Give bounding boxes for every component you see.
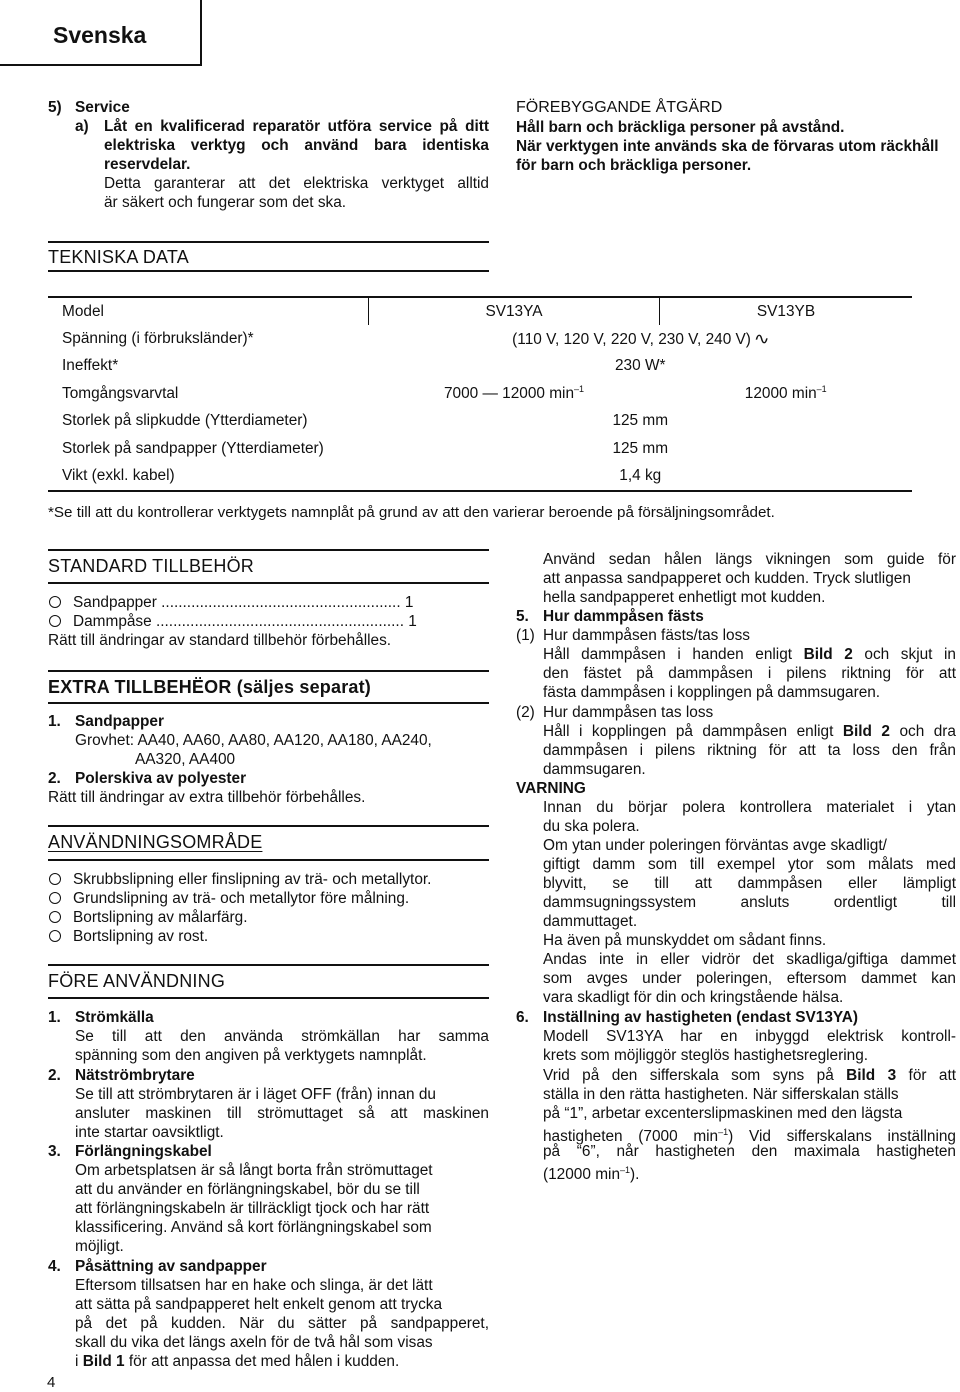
speed-a-text: 7000 — 12000 min [443,385,575,403]
right-line [543,1066,956,1085]
sub-step-title: Hur dammpåsen fästs/tas loss [543,627,750,644]
warning-line: blyvitt, se till att dammpåsen eller lämpligt [543,875,956,892]
right-line: på “1”, arbetar excenterslipmaskinen med den lägsta [543,1105,903,1122]
right-line [543,1161,639,1184]
step-title: Inställning av hastigheten (endast SV13YA) [543,1009,859,1026]
text-run: ) Vid sifferskalans inställning [728,1128,956,1145]
circle-bullet-icon [49,873,61,885]
circle-bullet-icon [49,596,61,608]
speed-value-b [660,380,913,408]
figure-ref: Bild 2 [803,646,853,663]
step-number: 1. [48,1009,61,1026]
step-line: på det på kudden. När du sätter på sandpapperet, [75,1315,489,1332]
prevention-line: Håll barn och bräckliga personer på avstånd. [516,119,845,136]
extra-acc-heading: EXTRA TILLBEHËOR (säljes separat) [48,677,372,697]
list-item [48,927,208,946]
service-bold-line: Låt en kvalificerad reparatör utföra service på ditt [104,118,489,135]
sub-step-number: (1) [516,627,535,644]
speed-b-text: 12000 min [744,385,817,403]
right-line: att anpassa sandpapperet och kudden. Tryck slutligen [543,570,911,587]
prevention-line: När verktygen inte används ska de förvaras utom räckhåll [516,138,939,155]
circle-bullet-icon [49,615,61,627]
list-item [48,870,431,889]
spec-label: Storlek på sandpapper (Ytterdiameter) [62,439,324,457]
warning-line: Om ytan under poleringen förväntas avge skadligt/ [543,837,887,854]
table-footnote: *Se till att du kontrollerar verktygets namnplåt på grund av att den varierar beroende på försäljningsområdet. [48,504,775,521]
step-number: 3. [48,1143,61,1160]
spec-label: Ineffekt* [62,357,119,375]
section-rule [48,582,489,584]
table-row [48,353,912,381]
list-item [48,889,409,908]
list-item-text: Bortslipning av målarfärg. [73,909,248,926]
list-item-text: Skrubbslipning eller finslipning av trä- och metallytor. [73,871,432,888]
speed-value-a [369,380,660,408]
right-line: Använd sedan hålen längs vikningen som guide för [543,551,956,568]
step-line: ansluter maskinen till strömuttaget så att maskinen [75,1105,489,1122]
standard-acc-heading: STANDARD TILLBEHÖR [48,556,254,576]
standard-acc-note: Rätt till ändringar av standard tillbehör förbehålles. [48,632,392,649]
extra-item-title: Sandpapper [75,713,164,730]
exponent: –1 [574,384,585,395]
right-line: på “6”, når hastigheten den maximala hastigheten [543,1143,956,1160]
right-line: ställa in den rätta hastigheten. När sifferskalan ställs [543,1086,899,1103]
table-row [48,463,912,492]
service-title: Service [75,99,130,116]
section-rule [48,702,489,704]
spec-label: Tomgångsvarvtal [62,384,179,402]
usage-heading: ANVÄNDNINGSOMRÅDE [48,832,263,852]
step-title: Hur dammpåsen fästs [543,608,704,625]
section-rule [48,270,489,272]
step-title: Nätströmbrytare [75,1067,195,1084]
text-run: Håll i kopplingen på dammpåsen enligt [543,723,843,740]
warning-line: Innan du börjar polera kontrollera materialet i ytan [543,799,956,816]
text-run: (12000 min [543,1166,620,1183]
right-line: fästa dammpåsen i kopplingen på dammsugaren. [543,684,881,701]
step-line: Eftersom tillsatsen har en hake och slinga, är det lätt [75,1277,433,1294]
step-line: spänning som den angiven på verktygets namnplåt. [75,1047,427,1064]
service-item-letter: a) [75,118,89,135]
warning-line: som avges under poleringen, eftersom dammet kan [543,970,956,987]
right-line: krets som möjliggör steglös hastighetsreglering. [543,1047,869,1064]
warning-line: dammsugningssystem ansluts ordentligt till [543,894,956,911]
before-use-heading: FÖRE ANVÄNDNING [48,971,226,991]
spec-value: 230 W* [615,357,666,375]
step-line: klassificering. Använd så kort förlängningskabel som [75,1219,432,1236]
list-item [48,612,417,631]
spec-value: 1,4 kg [369,463,913,492]
extra-item-title: Polerskiva av polyester [75,770,247,787]
text-run: ). [630,1166,640,1183]
spec-label: Storlek på slipkudde (Ytterdiameter) [62,412,308,430]
step-number: 6. [516,1009,529,1026]
warning-line: dammuttaget. [543,913,638,930]
list-item [48,908,248,927]
spec-label: Vikt (exkl. kabel) [48,463,369,492]
table-row [48,380,912,408]
page-number: 4 [47,1374,56,1391]
right-line [543,722,956,741]
list-item-text: Grundslipning av trä- och metallytor före målning. [73,890,410,907]
extra-acc-note: Rätt till ändringar av extra tillbehör förbehålles. [48,789,366,806]
step-line: att sätta på sandpapperet helt enkelt genom att trycka [75,1296,443,1313]
right-line: hella sandpapperet enhetligt mot kudden. [543,589,826,606]
list-item-text: Dammpåse .......................................................... 1 [73,613,417,630]
spec-value [369,325,913,353]
section-rule [48,997,489,999]
list-item-text: Sandpapper ........................................................ 1 [73,594,414,611]
extra-item-number: 1. [48,713,61,730]
warning-line: du ska polera. [543,818,640,835]
warning-line: Andas inte in eller vidrör det skadliga/giftiga dammet [543,951,956,968]
extra-item-number: 2. [48,770,61,787]
section-rule [48,825,489,827]
step-title: Påsättning av sandpapper [75,1258,267,1275]
service-number: 5) [48,99,62,116]
spec-value: 125 mm [612,439,669,457]
section-rule [48,549,489,551]
service-bold-line: reservdelar. [104,156,191,173]
language-label: Svenska [53,22,147,48]
spec-label: Spänning (i förbruksländer)* [62,329,254,347]
step-line: att förlängningskabeln är tillräckligt tjock och har rätt [75,1200,430,1217]
warning-line: vara skadligt för din och kringstående hälsa. [543,989,844,1006]
model-a: SV13YA [369,297,660,325]
step-number: 4. [48,1258,61,1275]
prevention-title: FÖREBYGGANDE ÅTGÄRD [516,99,723,116]
text-run: hastigheten (7000 min [543,1128,719,1145]
tech-data-table [48,296,912,492]
text-run: för att anpassa det med hålen i kudden. [124,1353,400,1370]
exponent: –1 [718,1127,729,1137]
circle-bullet-icon [49,930,61,942]
service-text-line: Detta garanterar att det elektriska verktyget alltid [104,175,489,192]
step-title: Förlängningskabel [75,1143,212,1160]
step-line: möjligt. [75,1238,124,1255]
exponent: –1 [816,384,827,395]
extra-item-line: Grovhet: AA40, AA60, AA80, AA120, AA180, AA240, [75,732,432,749]
right-line: Modell SV13YA har en inbyggd elektrisk kontroll- [543,1028,956,1045]
right-line: den fästet på dammpåsen i pilens riktning för att [543,665,956,682]
sub-step-number: (2) [516,704,535,721]
warning-line: Ha även på munskyddet om sådant finns. [543,932,827,949]
step-line: Se till att strömbrytaren är i läget OFF (från) innan du [75,1086,436,1103]
figure-ref: Bild 3 [846,1067,897,1084]
section-rule [48,964,489,966]
step-title: Strömkälla [75,1009,154,1026]
step-line: inte startar oavsiktligt. [75,1124,224,1141]
step-line: att du använder en förlängningskabel, bör du se till [75,1181,420,1198]
service-bold-line: elektriska verktyg och använd bara identiska [104,137,489,154]
text-run: och skjut in [852,646,956,663]
table-row [48,408,912,436]
section-rule [48,670,489,672]
prevention-line: för barn och bräckliga personer. [516,157,752,174]
service-text-line: är säkert och fungerar som det ska. [104,194,347,211]
right-line [543,645,956,664]
circle-bullet-icon [49,911,61,923]
table-row [48,325,912,353]
tech-data-heading: TEKNISKA DATA [48,247,189,267]
warning-title: VARNING [516,780,586,797]
voltage-value: (110 V, 120 V, 220 V, 230 V, 240 V) [512,330,751,348]
extra-item-line: AA320, AA400 [135,751,236,768]
step-number: 2. [48,1067,61,1084]
table-row [48,435,912,463]
list-item [48,593,413,612]
right-line: dammsugaren. [543,761,646,778]
right-line: dammpåsen i pilens riktning för att ta loss den från [543,742,956,759]
text-run: Vrid på den sifferskala som syns på [543,1067,847,1084]
circle-bullet-icon [49,892,61,904]
text-run: i [75,1353,83,1370]
text-run: och dra [889,723,956,740]
sub-step-title: Hur dammpåsen tas loss [543,704,714,721]
model-label: Model [48,297,369,325]
ac-symbol-icon: ∿ [753,330,770,348]
text-run: Håll dammpåsen i handen enligt [543,646,804,663]
step-line: Om arbetsplatsen är så långt borta från strömuttaget [75,1162,433,1179]
table-row [48,297,912,325]
section-rule [48,859,489,861]
step-line: Se till att den använda strömkällan har samma [75,1028,489,1045]
spec-value: 125 mm [612,412,669,430]
warning-line: giftigt damm som till exempel ytor som målats med [543,856,956,873]
step-number: 5. [516,608,529,625]
figure-ref: Bild 2 [842,723,890,740]
language-tab [0,0,202,66]
list-item-text: Bortslipning av rost. [73,928,209,945]
exponent: –1 [620,1165,631,1175]
step-line: skall du vika det längs axeln för de två hål som visas [75,1334,433,1351]
text-run: för att [896,1067,956,1084]
model-b: SV13YB [660,297,913,325]
section-rule [48,241,489,243]
figure-ref: Bild 1 [82,1353,125,1370]
step-line [75,1352,399,1371]
